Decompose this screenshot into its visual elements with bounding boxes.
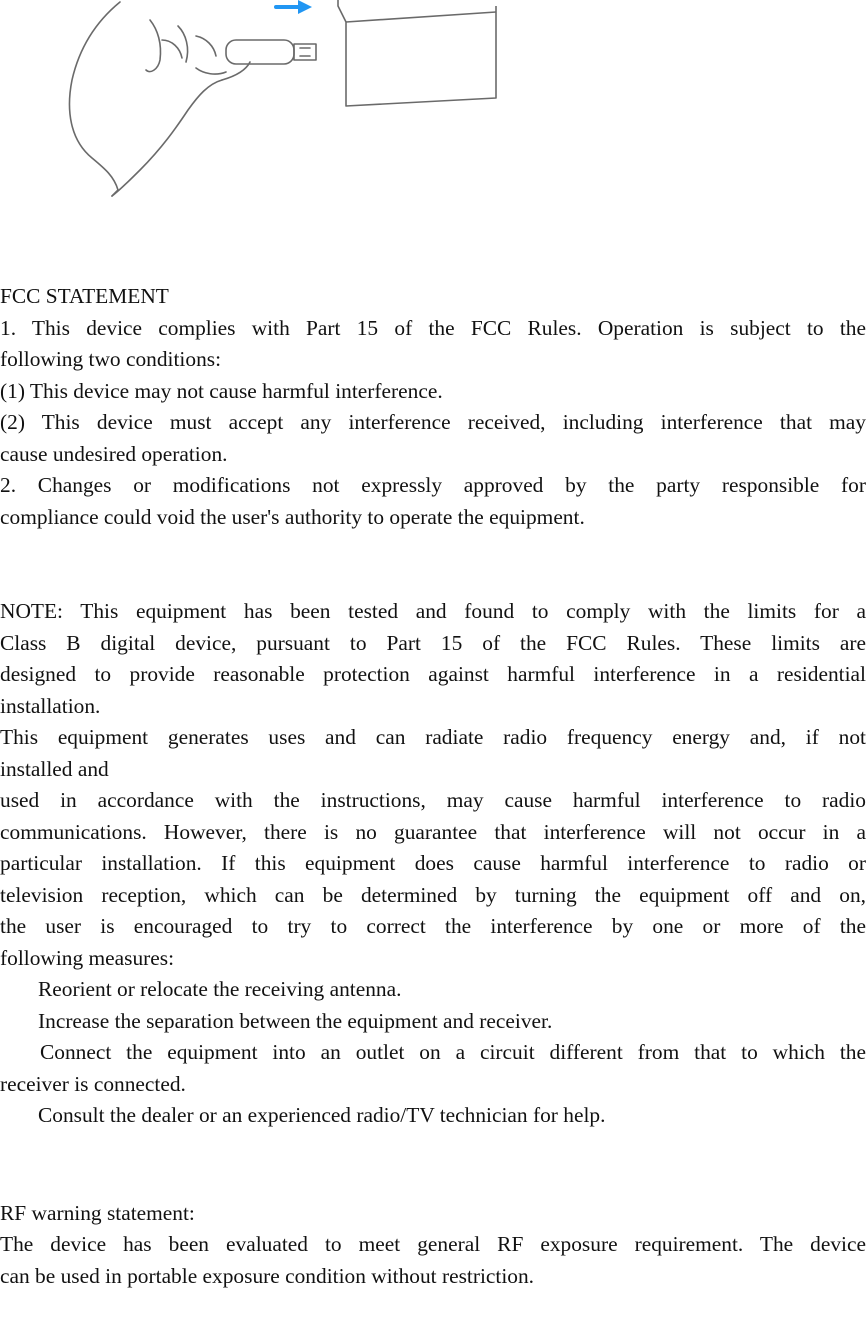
fcc-line: compliance could void the user's authority to operate the equipment. xyxy=(0,504,585,529)
note-line: installed and xyxy=(0,756,109,781)
measure-item: Reorient or relocate the receiving antenna. xyxy=(38,977,402,1001)
note-line: used in accordance with the instructions, may cause harmful interference to radio xyxy=(0,788,866,812)
rf-warning-section xyxy=(0,1198,866,1293)
rf-heading: RF warning statement: xyxy=(0,1200,195,1225)
fcc-line: 2. Changes or modifications not expressly approved by the party responsible for xyxy=(0,473,866,497)
note-section xyxy=(0,596,866,1132)
fcc-heading: FCC STATEMENT xyxy=(0,284,169,308)
arrow-right-icon xyxy=(276,0,312,14)
fcc-line: 1. This device complies with Part 15 of the FCC Rules. Operation is subject to the xyxy=(0,315,866,340)
measure-item: Consult the dealer or an experienced radio/TV technician for help. xyxy=(38,1103,606,1127)
rf-line: can be used in portable exposure condition without restriction. xyxy=(0,1263,535,1288)
hand-with-usb-dongle-icon xyxy=(69,2,316,196)
usb-insert-illustration xyxy=(0,0,868,230)
measure-item: receiver is connected. xyxy=(0,1071,186,1096)
note-line: This equipment generates uses and can radiate radio frequency energy and, if not xyxy=(0,725,866,749)
note-line: following measures: xyxy=(0,945,175,970)
fcc-line: (1) This device may not cause harmful interference. xyxy=(0,378,443,403)
fcc-line: (2) This device must accept any interference received, including interference that may xyxy=(0,410,866,434)
measure-item: Increase the separation between the equipment and receiver. xyxy=(38,1008,553,1033)
device-box-icon xyxy=(338,0,496,106)
rf-line: The device has been evaluated to meet general RF exposure requirement. The device xyxy=(0,1232,866,1256)
fcc-line: following two conditions: xyxy=(0,347,222,371)
note-line: communications. However, there is no guarantee that interference will not occur in a xyxy=(0,819,866,844)
note-line: installation. xyxy=(0,693,101,718)
fcc-line: cause undesired operation. xyxy=(0,441,228,466)
fcc-statement-section xyxy=(0,281,866,533)
measure-item: Connect the equipment into an outlet on a circuit different from that to which the xyxy=(40,1040,866,1064)
note-line: NOTE: This equipment has been tested and found to comply with the limits for a xyxy=(0,599,866,623)
section-spacer xyxy=(0,533,866,596)
fcc-document xyxy=(0,281,866,1292)
section-spacer xyxy=(0,1132,866,1198)
note-line: Class B digital device, pursuant to Part 15 of the FCC Rules. These limits are xyxy=(0,630,866,655)
note-line: the user is encouraged to try to correct the interference by one or more of the xyxy=(0,914,866,938)
note-line: particular installation. If this equipment does cause harmful interference to radio or xyxy=(0,851,866,875)
note-line: designed to provide reasonable protection against harmful interference in a residential xyxy=(0,662,866,686)
note-line: television reception, which can be determined by turning the equipment off and on, xyxy=(0,882,866,907)
